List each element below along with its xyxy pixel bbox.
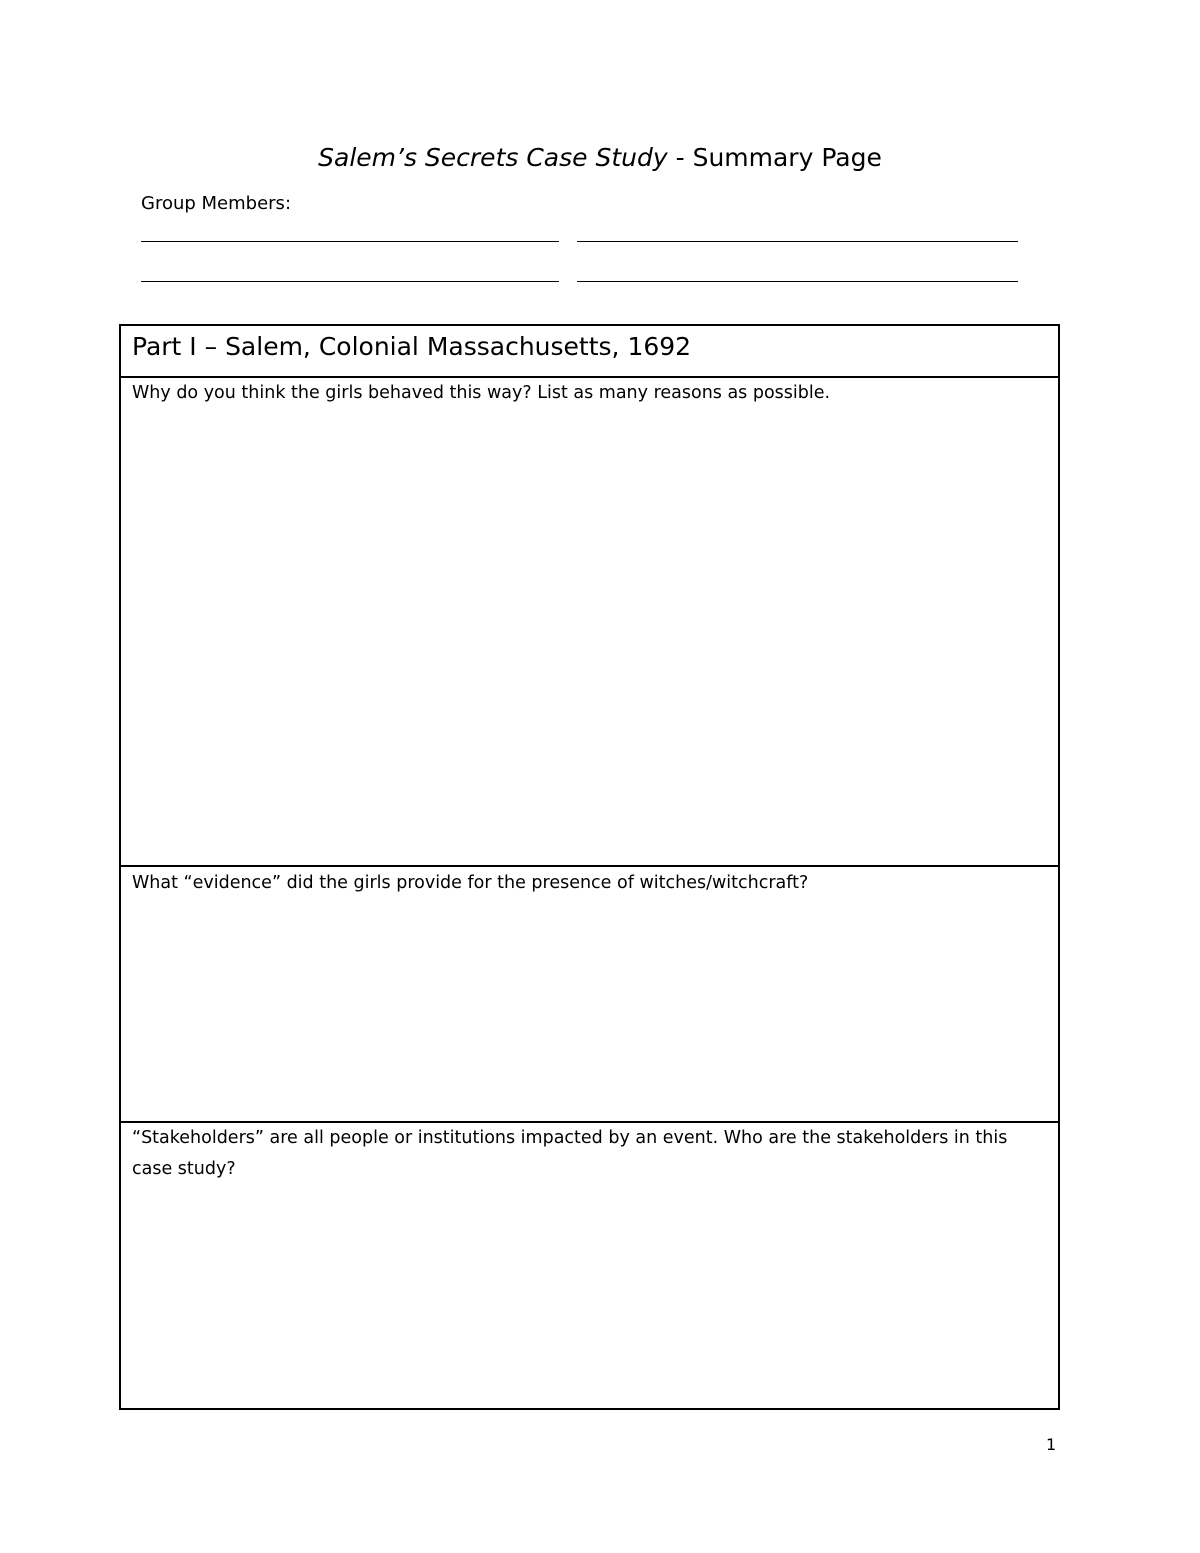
question-2-prompt: What “evidence” did the girls provide for the presence of witches/witchcraft? bbox=[132, 873, 809, 893]
title-summary: - Summary Page bbox=[667, 143, 882, 172]
question-1-prompt: Why do you think the girls behaved this way? List as many reasons as possible. bbox=[132, 383, 831, 403]
member-line-4[interactable] bbox=[577, 281, 1018, 282]
member-line-2[interactable] bbox=[577, 241, 1018, 242]
question-3-prompt: “Stakeholders” are all people or institutions impacted by an event. Who are the stakeholders in this case study? bbox=[132, 1128, 1008, 1179]
part-1-heading: Part I – Salem, Colonial Massachusetts, 1692 bbox=[132, 332, 692, 361]
page-number: 1 bbox=[1046, 1435, 1057, 1454]
page-title bbox=[0, 143, 1200, 172]
question-1-divider bbox=[121, 865, 1058, 867]
member-line-3[interactable] bbox=[141, 281, 559, 282]
title-case-study: Salem’s Secrets Case Study bbox=[318, 143, 668, 172]
part-1-table bbox=[119, 324, 1060, 1410]
group-members-label: Group Members: bbox=[141, 193, 292, 214]
member-line-1[interactable] bbox=[141, 241, 559, 242]
